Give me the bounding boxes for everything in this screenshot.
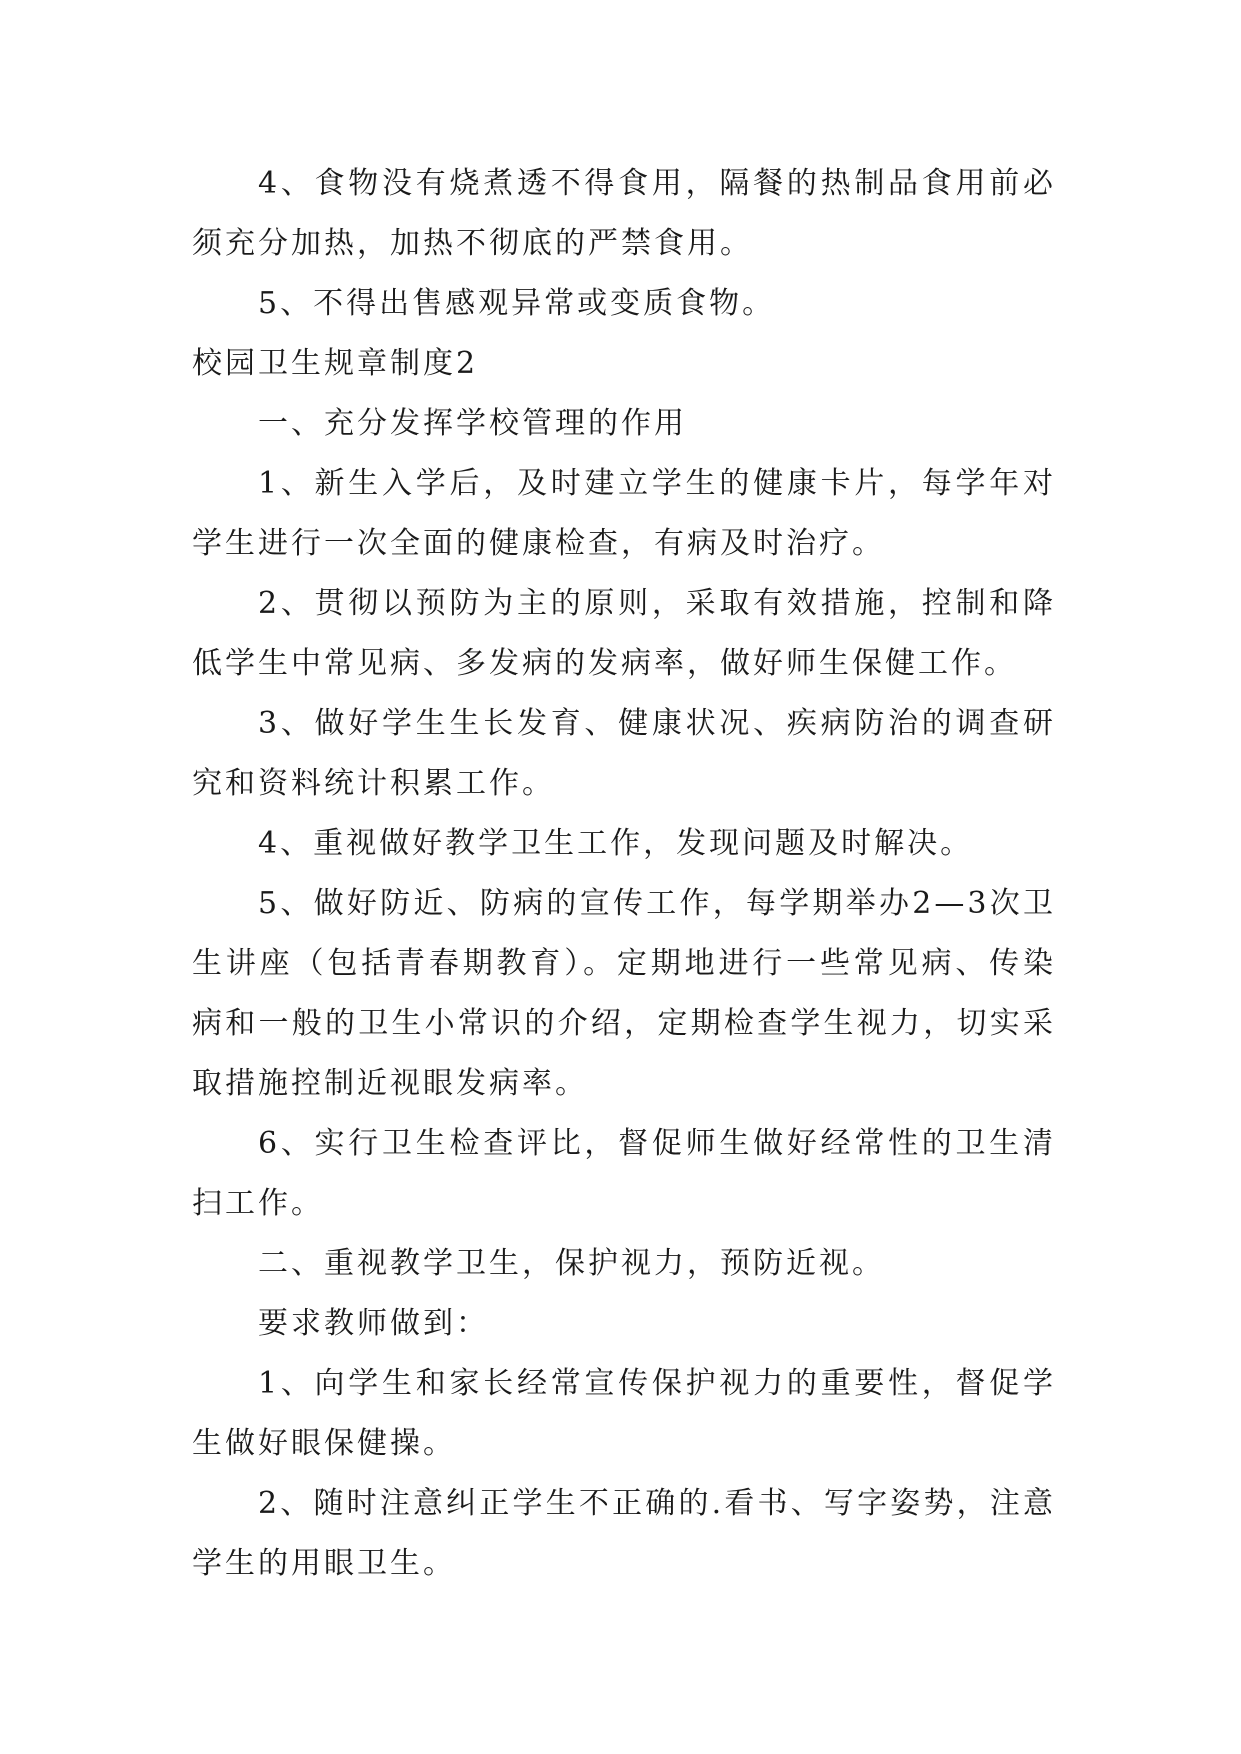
paragraph-growth-research: 3、做好学生生长发育、健康状况、疾病防治的调查研究和资料统计积累工作。 [192,706,1056,801]
document-body [192,154,1056,1594]
section-title: 校园卫生规章制度2 [192,346,479,381]
paragraph-health-cards: 1、新生入学后，及时建立学生的健康卡片，每学年对学生进行一次全面的健康检查，有病及时治疗。 [192,466,1056,561]
paragraph-teacher-requirements: 要求教师做到： [258,1306,489,1341]
paragraph-posture: 2、随时注意纠正学生不正确的.看书、写字姿势，注意学生的用眼卫生。 [192,1486,1056,1581]
paragraph-food-heating: 4、食物没有烧煮透不得食用，隔餐的热制品食用前必须充分加热，加热不彻底的严禁食用。 [192,166,1056,261]
paragraph-no-spoiled-food: 5、不得出售感观异常或变质食物。 [258,286,776,321]
paragraph-teaching-hygiene: 4、重视做好教学卫生工作，发现问题及时解决。 [258,826,974,861]
subheading-protect-vision: 二、重视教学卫生，保护视力，预防近视。 [258,1246,885,1281]
paragraph-prevention: 2、贯彻以预防为主的原则，采取有效措施，控制和降低学生中常见病、多发病的发病率，做好师生保健工作。 [192,586,1056,681]
paragraph-health-education: 5、做好防近、防病的宣传工作，每学期举办2—3次卫生讲座（包括青春期教育）。定期地进行一些常见病、传染病和一般的卫生小常识的介绍，定期检查学生视力，切实采取措施控制近视眼发病率。 [192,886,1056,1101]
paragraph-eye-exercises: 1、向学生和家长经常宣传保护视力的重要性，督促学生做好眼保健操。 [192,1366,1056,1461]
subheading-school-management: 一、充分发挥学校管理的作用 [258,406,687,441]
paragraph-hygiene-inspection: 6、实行卫生检查评比，督促师生做好经常性的卫生清扫工作。 [192,1126,1056,1221]
